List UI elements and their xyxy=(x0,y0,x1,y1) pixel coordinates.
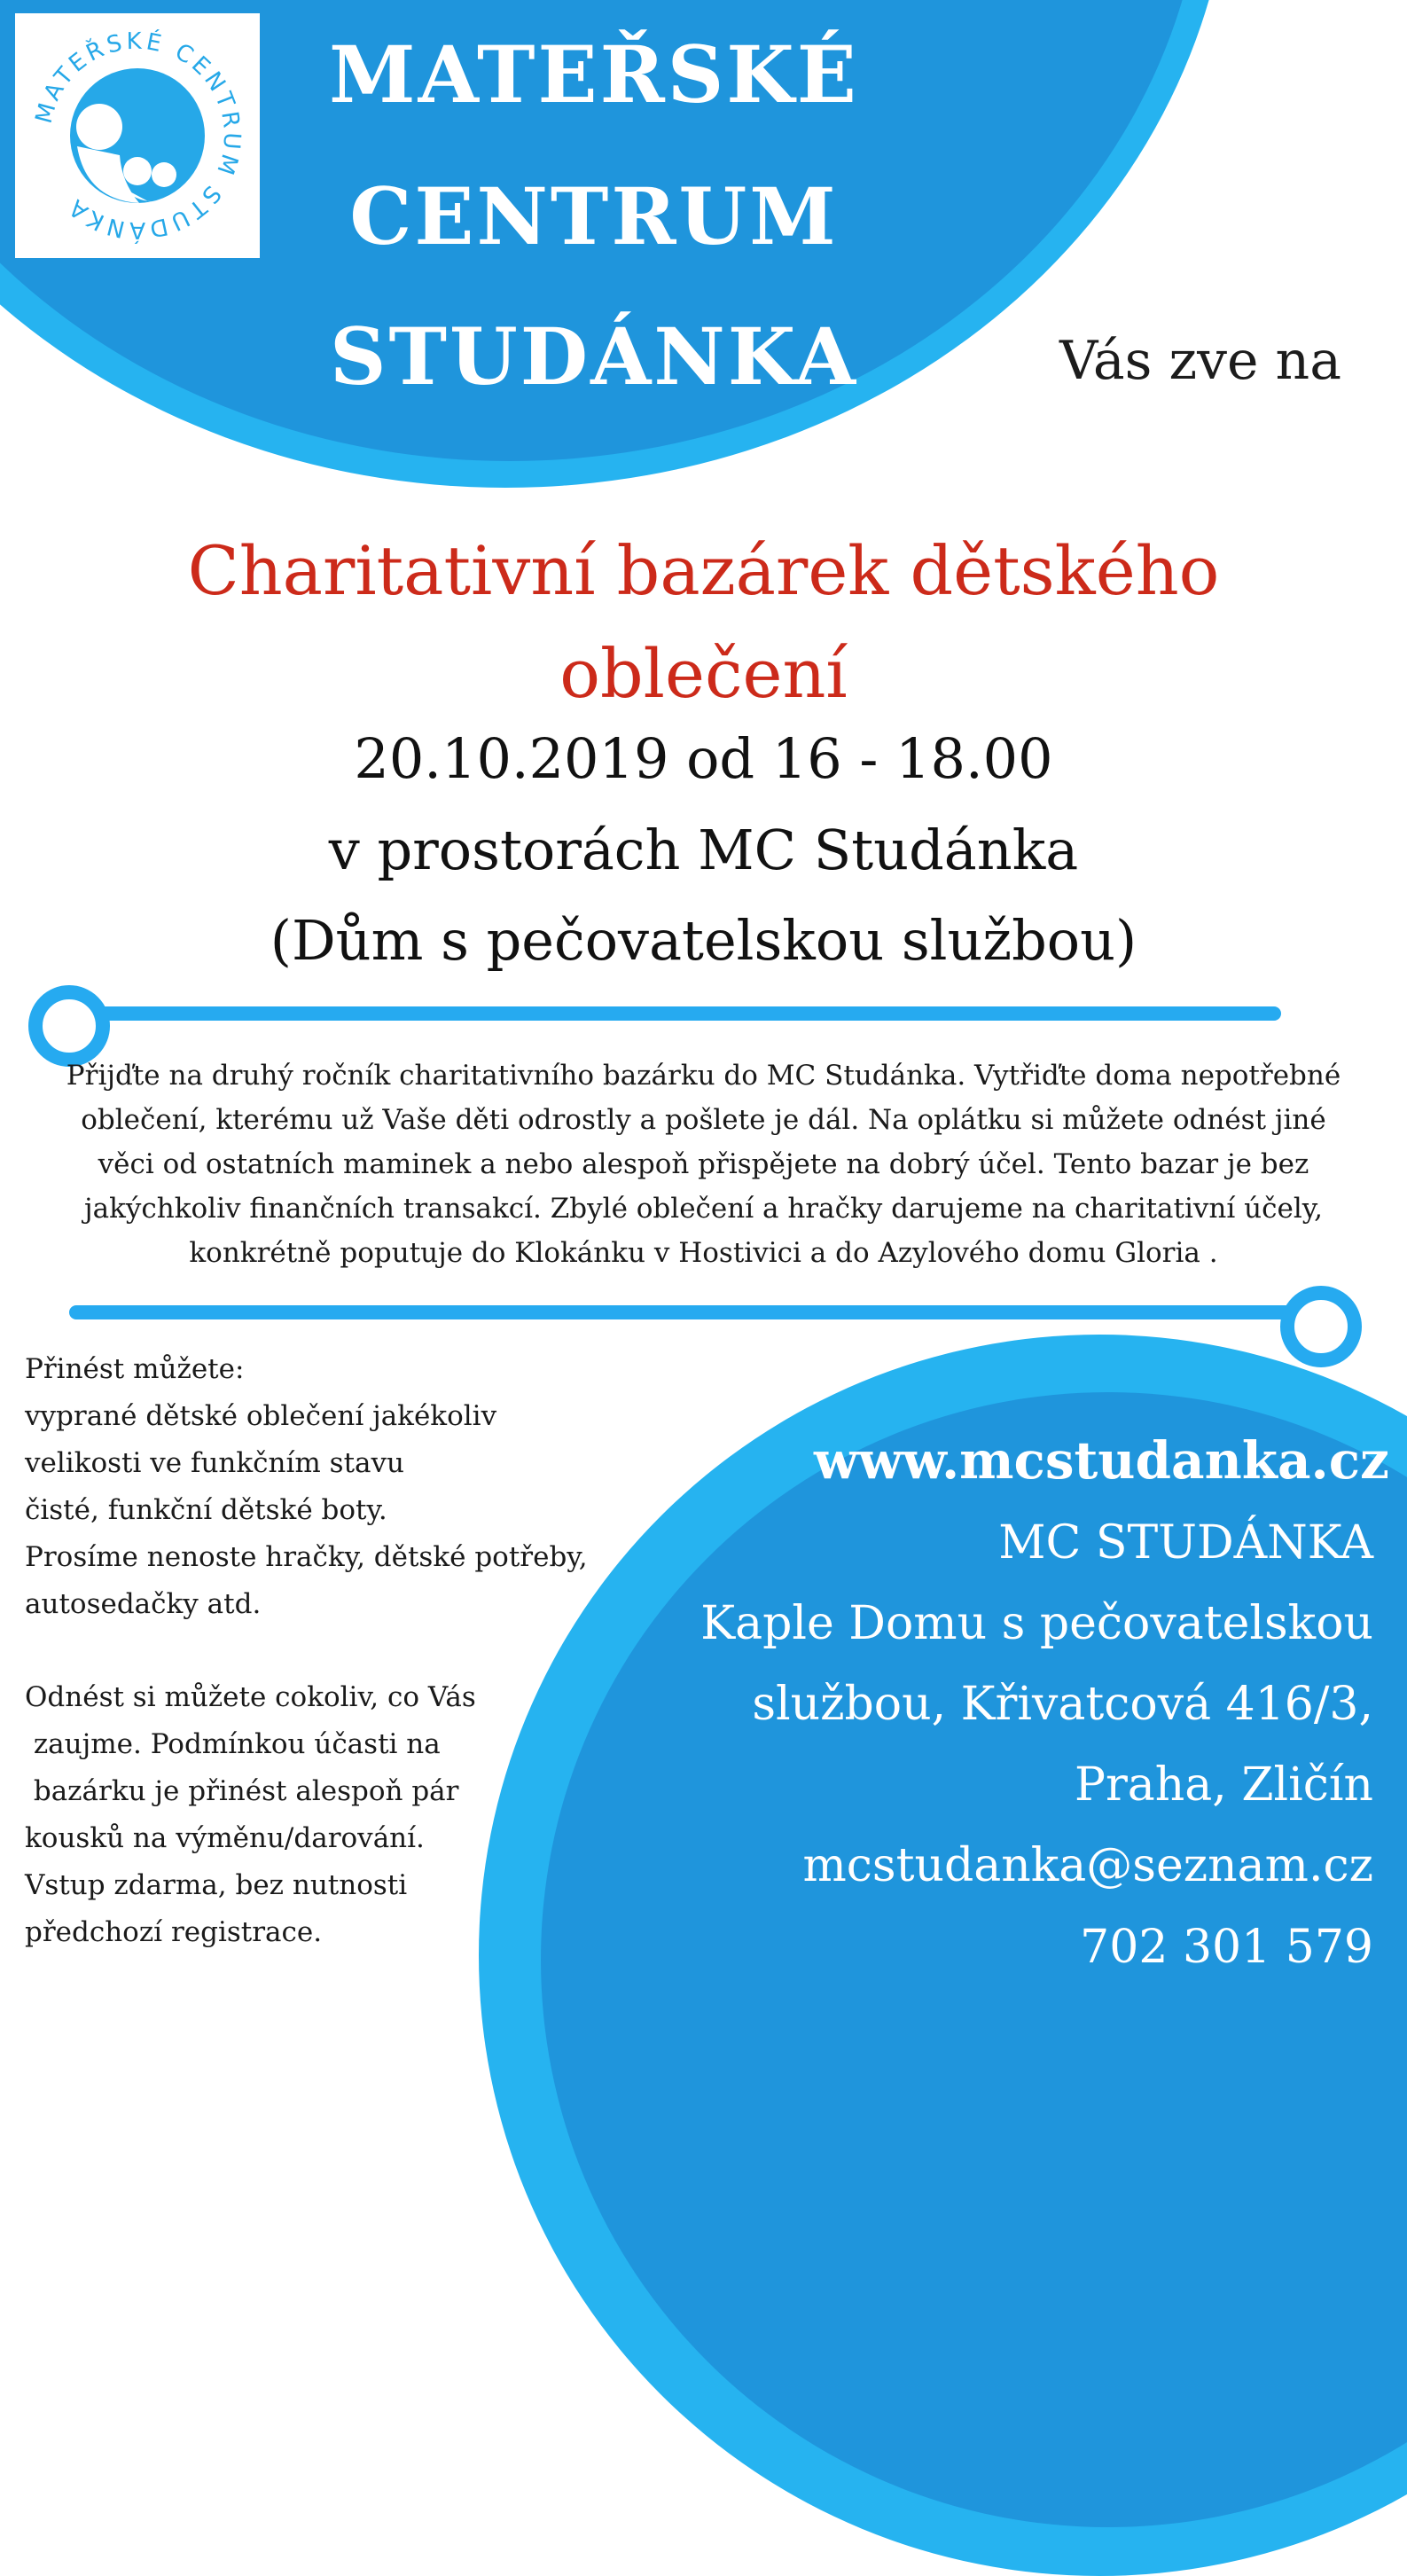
contact-address-line-2: službou, Křivatcová 416/3, xyxy=(752,1678,1373,1731)
contact-phone: 702 301 579 xyxy=(1080,1921,1373,1974)
title-line-2: CENTRUM xyxy=(349,170,839,262)
intro-paragraph xyxy=(9,1053,1398,1275)
take-line: zaujme. Podmínkou účasti na xyxy=(25,1728,441,1760)
logo-ring-text: MATEŘSKÉ CENTRUM STUDÁNKA xyxy=(30,27,246,244)
event-date: 20.10.2019 od 16 - 18.00 xyxy=(354,726,1053,791)
take-line: předchozí registrace. xyxy=(25,1916,323,1948)
bring-line: Prosíme nenoste hračky, dětské potřeby, xyxy=(25,1541,588,1573)
event-title-line-2: oblečení xyxy=(559,634,848,713)
intro-line: jakýchkoliv finančních transakcí. Zbylé oblečení a hračky darujeme na charitativní účely, xyxy=(84,1193,1323,1225)
take-line: Vstup zdarma, bez nutnosti xyxy=(25,1869,408,1901)
bring-line: Přinést můžete: xyxy=(25,1353,245,1385)
event-title-line-1: Charitativní bazárek dětského xyxy=(187,531,1220,610)
website-link[interactable]: www.mcstudanka.cz xyxy=(814,1430,1389,1491)
bring-line: vyprané dětské oblečení jakékoliv xyxy=(25,1400,497,1432)
contact-address-line-1: Kaple Domu s pečovatelskou xyxy=(700,1597,1373,1650)
divider-top xyxy=(62,1006,1281,1021)
divider-bottom xyxy=(69,1305,1310,1319)
intro-line: oblečení, kterému už Vaše děti odrostly a pošlete je dál. Na oplátku si můžete odnést jiné xyxy=(81,1104,1326,1136)
contact-email-link[interactable]: mcstudanka@seznam.cz xyxy=(802,1839,1373,1892)
title-line-3: STUDÁNKA xyxy=(330,310,858,403)
take-list xyxy=(25,1674,539,1956)
intro-line: konkrétně poputuje do Klokánku v Hostivici a do Azylového domu Gloria . xyxy=(189,1237,1218,1269)
intro-line: Přijďte na druhý ročník charitativního bazárku do MC Studánka. Vytřiďte doma nepotřebné xyxy=(66,1060,1341,1092)
event-building: (Dům s pečovatelskou službou) xyxy=(270,908,1137,973)
take-line: bazárku je přinést alespoň pár xyxy=(25,1775,459,1807)
event-place: v prostorách MC Studánka xyxy=(328,818,1079,882)
logo xyxy=(15,13,260,258)
take-line: Odnést si můžete cokoliv, co Vás xyxy=(25,1681,476,1713)
take-line: kousků na výměnu/darování. xyxy=(25,1822,425,1854)
intro-line: věci od ostatních maminek a nebo alespoň přispějete na dobrý účel. Tento bazar je bez xyxy=(98,1148,1309,1180)
bring-line: čisté, funkční dětské boty. xyxy=(25,1494,387,1526)
bring-line: autosedačky atd. xyxy=(25,1588,262,1620)
mother-child-icon xyxy=(15,13,260,258)
contact-city: Praha, Zličín xyxy=(1074,1758,1373,1812)
contact-name: MC STUDÁNKA xyxy=(998,1516,1373,1570)
divider-bottom-dot xyxy=(1280,1286,1362,1367)
bring-list xyxy=(25,1346,645,1628)
title-line-1: MATEŘSKÉ xyxy=(329,28,859,121)
bring-line: velikosti ve funkčním stavu xyxy=(25,1447,404,1479)
invite-text: Vás zve na xyxy=(1059,330,1341,392)
